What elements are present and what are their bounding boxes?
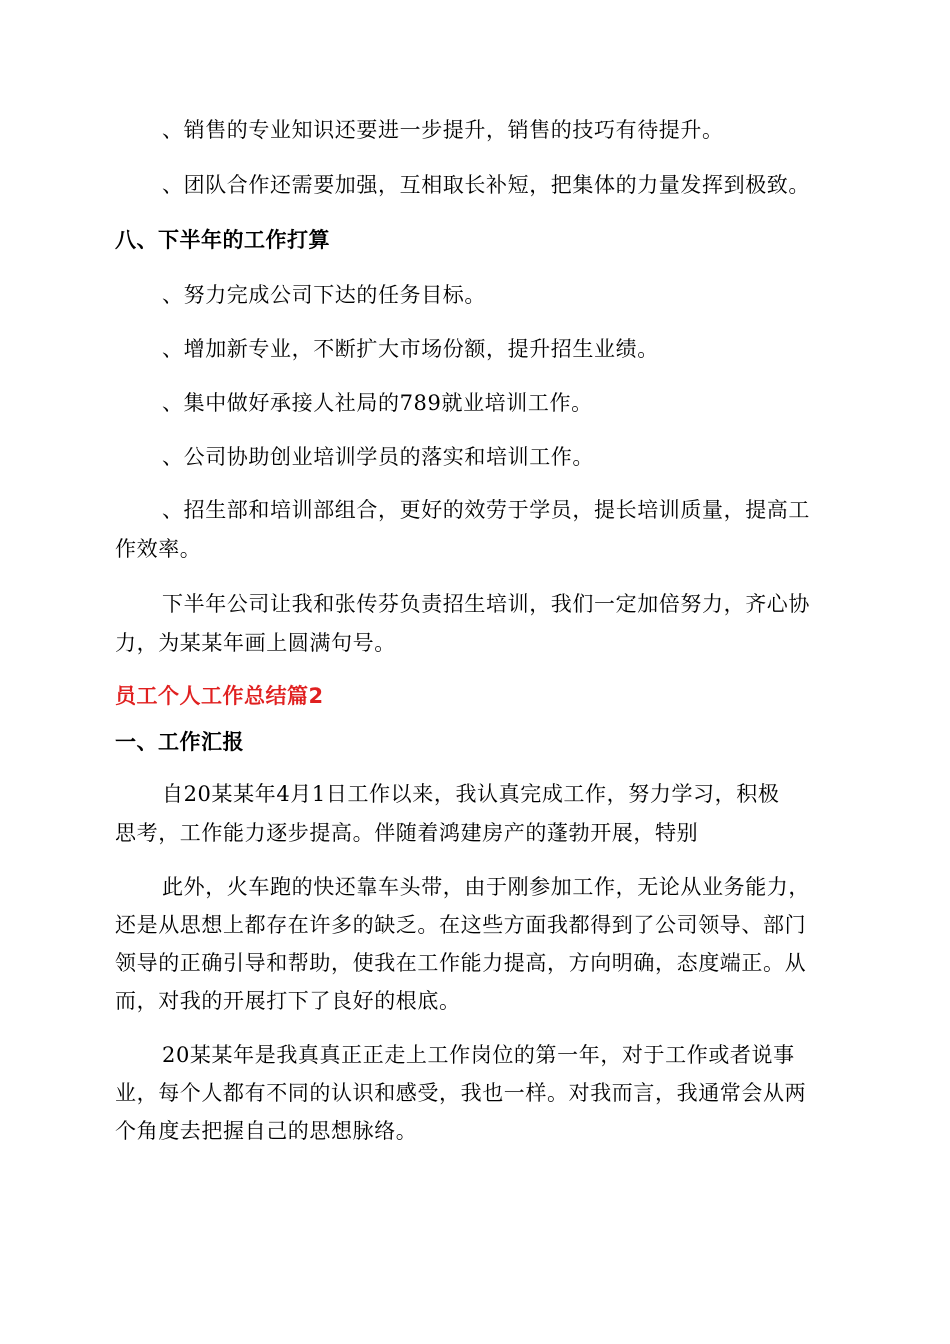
list-item-teamwork: 、团队合作还需要加强，互相取长补短，把集体的力量发挥到极致。 <box>162 173 810 197</box>
paragraph-1-line1: 自20某某年4月1日工作以来，我认真完成工作，努力学习，积极 <box>162 782 780 806</box>
list-item-startup-training: 、公司协助创业培训学员的落实和培训工作。 <box>162 445 594 469</box>
paragraph-2-line2: 还是从思想上都存在许多的缺乏。在这些方面我都得到了公司领导、部门 <box>115 913 807 937</box>
paragraph-plan-line2: 力，为某某年画上圆满句号。 <box>115 631 396 655</box>
paragraph-2-line1: 此外，火车跑的快还靠车头带，由于刚参加工作，无论从业务能力， <box>162 875 810 899</box>
list-item-sales-knowledge: 、销售的专业知识还要进一步提升，销售的技巧有待提升。 <box>162 118 724 142</box>
paragraph-plan-line1: 下半年公司让我和张传芬负责招生培训，我们一定加倍努力，齐心协 <box>162 592 810 616</box>
list-item-dept-merge-line2: 作效率。 <box>115 537 202 561</box>
paragraph-3-line2: 业，每个人都有不同的认识和感受，我也一样。对我而言，我通常会从两 <box>115 1081 807 1105</box>
section-title: 员工个人工作总结篇2 <box>115 684 324 708</box>
paragraph-2-line3: 领导的正确引导和帮助，使我在工作能力提高，方向明确，态度端正。从 <box>115 951 807 975</box>
heading-second-half-plan: 八、下半年的工作打算 <box>115 228 330 252</box>
list-item-task-goals: 、努力完成公司下达的任务目标。 <box>162 283 486 307</box>
paragraph-2-line4: 而，对我的开展打下了良好的根底。 <box>115 989 461 1013</box>
paragraph-1-line2: 思考，工作能力逐步提高。伴随着鸿建房产的蓬勃开展，特别 <box>115 821 699 845</box>
list-item-789-training: 、集中做好承接人社局的789就业培训工作。 <box>162 391 593 415</box>
heading-work-report: 一、工作汇报 <box>115 730 244 754</box>
paragraph-3-line1: 20某某年是我真真正正走上工作岗位的第一年，对于工作或者说事 <box>162 1043 795 1067</box>
list-item-new-majors: 、增加新专业，不断扩大市场份额，提升招生业绩。 <box>162 337 659 361</box>
list-item-dept-merge-line1: 、招生部和培训部组合，更好的效劳于学员，提长培训质量，提高工 <box>162 498 810 522</box>
paragraph-3-line3: 个角度去把握自己的思想脉络。 <box>115 1119 418 1143</box>
